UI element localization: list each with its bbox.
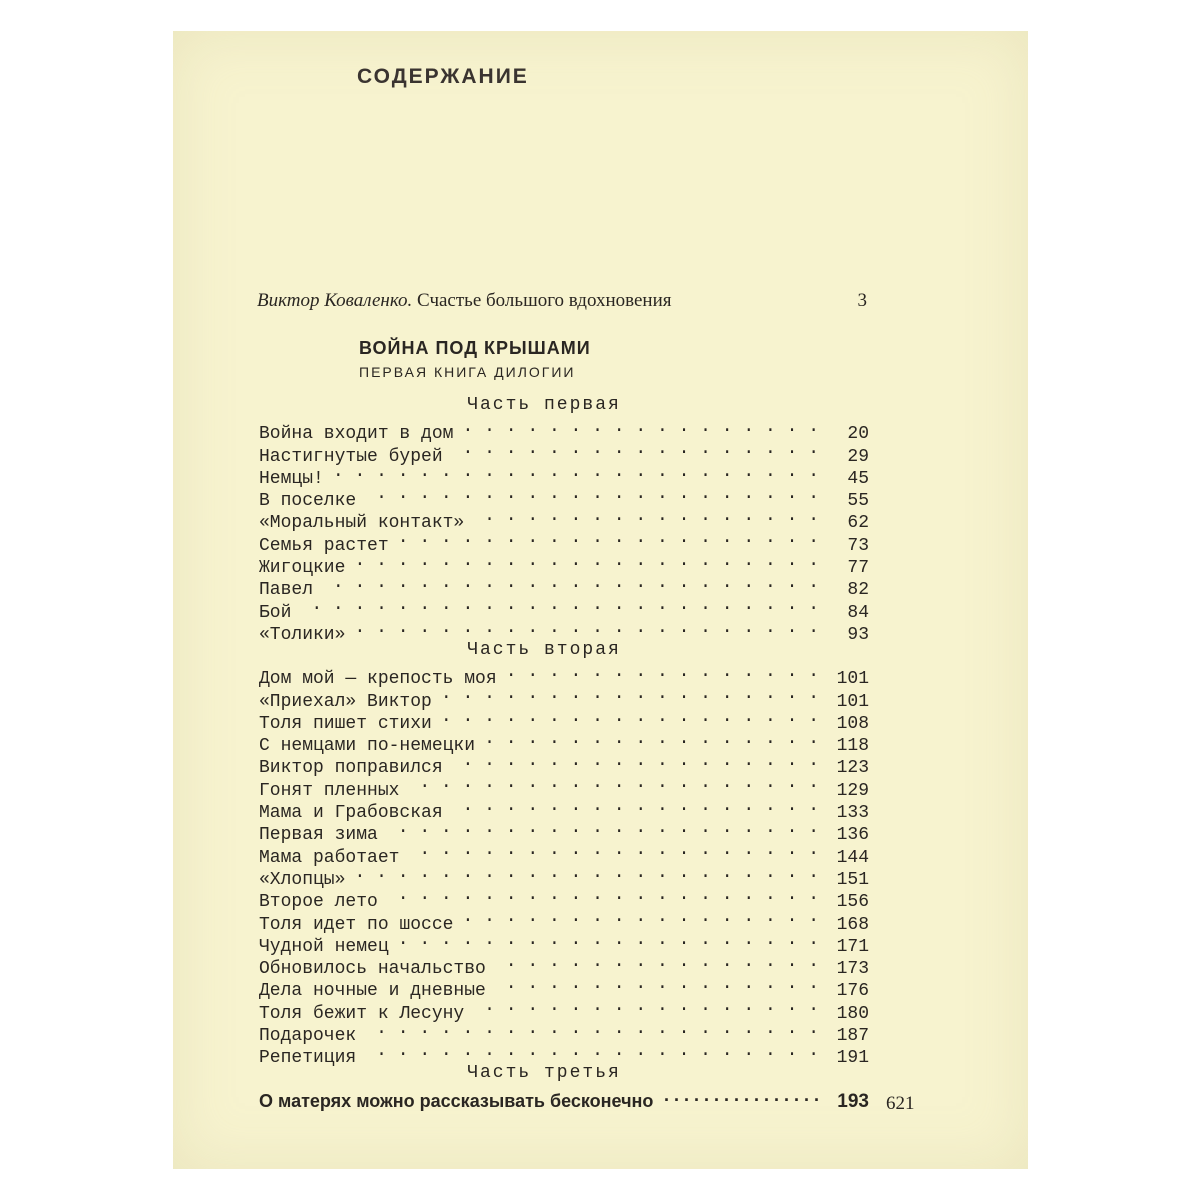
dot-leader <box>470 995 819 1017</box>
toc-entry-title: В поселке <box>259 491 357 512</box>
table-of-contents <box>259 394 869 1112</box>
toc-entry-page: 171 <box>836 936 869 957</box>
toc-entry-title: Второе лето <box>259 892 378 913</box>
book-subtitle: ПЕРВАЯ КНИГА ДИЛОГИИ <box>359 364 576 380</box>
toc-entry-page: 129 <box>836 780 869 801</box>
dot-leader <box>470 505 819 527</box>
dot-leader <box>297 594 819 616</box>
preface-text <box>257 290 672 312</box>
toc-entry <box>259 617 869 645</box>
toc-entry-title: Толя пишет стихи <box>259 713 432 734</box>
toc-entry-page: 136 <box>836 825 869 846</box>
dot-leader <box>362 1040 819 1062</box>
toc-entry <box>259 461 869 489</box>
dot-leader <box>492 973 819 995</box>
toc-entry-page: 20 <box>847 424 869 445</box>
toc-entry <box>259 594 869 623</box>
part-title: Часть третья <box>467 1063 621 1084</box>
toc-entry-title: Немцы! <box>259 468 324 489</box>
toc-entry-title: Мама и Грабовская <box>259 803 443 824</box>
toc-entry-page: 144 <box>836 847 869 868</box>
toc-entry-page: 84 <box>847 602 869 623</box>
toc-entry-title: Дом мой — крепость моя <box>259 669 497 690</box>
preface-entry <box>257 290 867 312</box>
dot-leader <box>503 661 819 683</box>
toc-entry-page: 156 <box>836 892 869 913</box>
toc-entry-title: О матерях можно рассказывать бесконечно <box>259 1090 654 1111</box>
toc-entry-page: 193 <box>837 1090 869 1112</box>
preface-page: 3 <box>857 290 867 311</box>
toc-entry-page: 180 <box>836 1003 869 1024</box>
toc-entry-title: «Моральный контакт» <box>259 513 465 534</box>
toc-entry-page: 77 <box>847 558 869 579</box>
dot-leader <box>405 839 819 861</box>
toc-entry-title: Война входит в дом <box>259 424 454 445</box>
dot-leader <box>362 1018 819 1040</box>
dot-leader <box>449 438 819 460</box>
toc-entry-page: 82 <box>847 580 869 601</box>
toc-entry-title: С немцами по-немецки <box>259 736 476 757</box>
toc-entry-page: 101 <box>836 691 869 712</box>
toc-entry-page: 62 <box>847 513 869 534</box>
toc-entry <box>259 862 869 890</box>
toc-entry <box>259 483 869 512</box>
dot-leader <box>351 550 819 572</box>
toc-entry-title: Репетиция <box>259 1048 357 1069</box>
toc-entry <box>259 416 869 445</box>
toc-entry-page: 176 <box>836 981 869 1002</box>
toc-entry-title: «Толики» <box>259 624 346 645</box>
toc-entry <box>259 1084 869 1112</box>
preface-title: Счастье большого вдохновения <box>417 290 672 311</box>
dot-leader <box>330 461 819 483</box>
dot-leader <box>351 862 819 884</box>
dot-leader <box>492 951 819 973</box>
toc-entry-title: Дела ночные и дневные <box>259 981 486 1002</box>
toc-entry-title: Гонят пленных <box>259 780 400 801</box>
book-page <box>173 31 1028 1169</box>
dot-leader <box>481 728 819 750</box>
dot-leader <box>395 929 819 951</box>
toc-entry-title: Мама работает <box>259 847 400 868</box>
toc-entry-title: Толя бежит к Лесуну <box>259 1003 465 1024</box>
part-title: Часть первая <box>467 395 621 415</box>
toc-entry-title: Чудной немец <box>259 936 389 957</box>
dot-leader <box>449 795 819 817</box>
toc-entry-page: 108 <box>836 713 869 734</box>
toc-entry-page: 191 <box>836 1048 869 1069</box>
preface-author: Виктор Коваленко. <box>257 290 413 311</box>
toc-entry-page: 168 <box>836 914 869 935</box>
dot-leader <box>362 483 819 505</box>
dot-leader <box>438 683 819 705</box>
contents-heading: СОДЕРЖАНИЕ <box>357 65 529 88</box>
toc-entry-page: 187 <box>836 1026 869 1047</box>
toc-entry-page: 93 <box>847 624 869 645</box>
toc-entry-title: Павел <box>259 580 314 601</box>
part-title: Часть вторая <box>467 639 621 660</box>
dot-leader <box>459 906 819 928</box>
dot-leader <box>449 750 819 772</box>
toc-entry-title: Жигоцкие <box>259 558 346 579</box>
toc-entry-title: Подарочек <box>259 1026 357 1047</box>
toc-entry-title: Настигнутые бурей <box>259 446 443 467</box>
dot-leader <box>384 884 819 906</box>
toc-entry-title: «Хлопцы» <box>259 869 346 890</box>
toc-entry-title: Толя идет по шоссе <box>259 914 454 935</box>
dot-leader <box>319 572 819 594</box>
toc-entry-page: 55 <box>847 491 869 512</box>
dot-leader <box>395 527 819 549</box>
toc-entry-title: Бой <box>259 602 292 623</box>
dot-leader <box>438 706 819 728</box>
dot-leader <box>351 617 819 639</box>
toc-entry-page: 29 <box>847 446 869 467</box>
toc-entry <box>259 661 869 690</box>
dot-leader <box>405 772 819 794</box>
page-number: 621 <box>886 1093 915 1114</box>
toc-entry <box>259 884 869 913</box>
toc-entry-page: 123 <box>836 758 869 779</box>
toc-entry-page: 173 <box>836 959 869 980</box>
toc-entry-page: 133 <box>836 803 869 824</box>
toc-entry-title: Первая зима <box>259 825 378 846</box>
toc-entry-title: «Приехал» Виктор <box>259 691 432 712</box>
toc-entry-page: 73 <box>847 535 869 556</box>
dot-leader <box>659 1084 819 1106</box>
toc-entry-title: Семья растет <box>259 535 389 556</box>
toc-entry-page: 101 <box>836 669 869 690</box>
dot-leader <box>384 817 819 839</box>
toc-entry-title: Виктор поправился <box>259 758 443 779</box>
toc-entry <box>259 550 869 579</box>
toc-entry-page: 151 <box>836 869 869 890</box>
book-title: ВОЙНА ПОД КРЫШАМИ <box>359 338 591 358</box>
toc-entry-title: Обновилось начальство <box>259 959 486 980</box>
dot-leader <box>459 416 819 438</box>
toc-entry-page: 118 <box>836 736 869 757</box>
toc-entry-page: 45 <box>847 468 869 489</box>
toc-entry <box>259 572 869 601</box>
